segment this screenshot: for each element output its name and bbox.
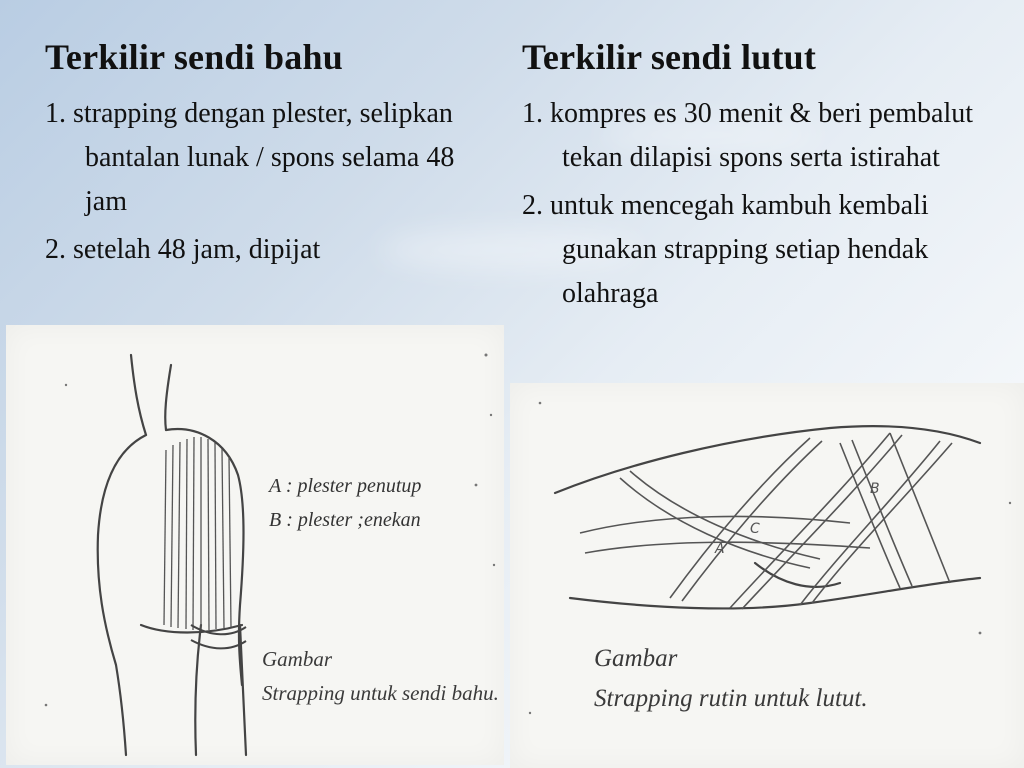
shoulder-strapping-figure: [6, 325, 504, 765]
right-item-1: 1. kompres es 30 menit & beri pembalut tekan dilapisi spons serta istirahat: [522, 98, 974, 173]
shoulder-caption-text: Strapping untuk sendi bahu.: [262, 681, 499, 705]
knee-caption-title: Gambar: [594, 645, 678, 672]
band-mark: C: [750, 521, 760, 537]
right-column: [522, 36, 1012, 320]
right-item-2: 2. untuk mencegah kambuh kembali gunakan strapping setiap hendak olahraga: [522, 190, 929, 309]
legend-line-a: A : plester penutup: [269, 475, 422, 497]
left-heading: Terkilir sendi bahu: [45, 37, 343, 77]
left-item-2: 2. setelah 48 jam, dipijat: [45, 234, 321, 265]
knee-caption-text: Strapping rutin untuk lutut.: [594, 685, 868, 712]
left-item-1: 1. strapping dengan plester, selipkan bantalan lunak / spons selama 48 jam: [45, 98, 455, 217]
knee-strapping-figure: [510, 383, 1024, 768]
legend-line-b: B : plester ;enekan: [269, 509, 421, 531]
band-mark: B: [870, 481, 880, 497]
left-column: [45, 36, 495, 276]
right-heading: Terkilir sendi lutut: [522, 37, 817, 77]
shoulder-caption-title: Gambar: [262, 647, 333, 671]
band-mark: A: [715, 541, 725, 557]
